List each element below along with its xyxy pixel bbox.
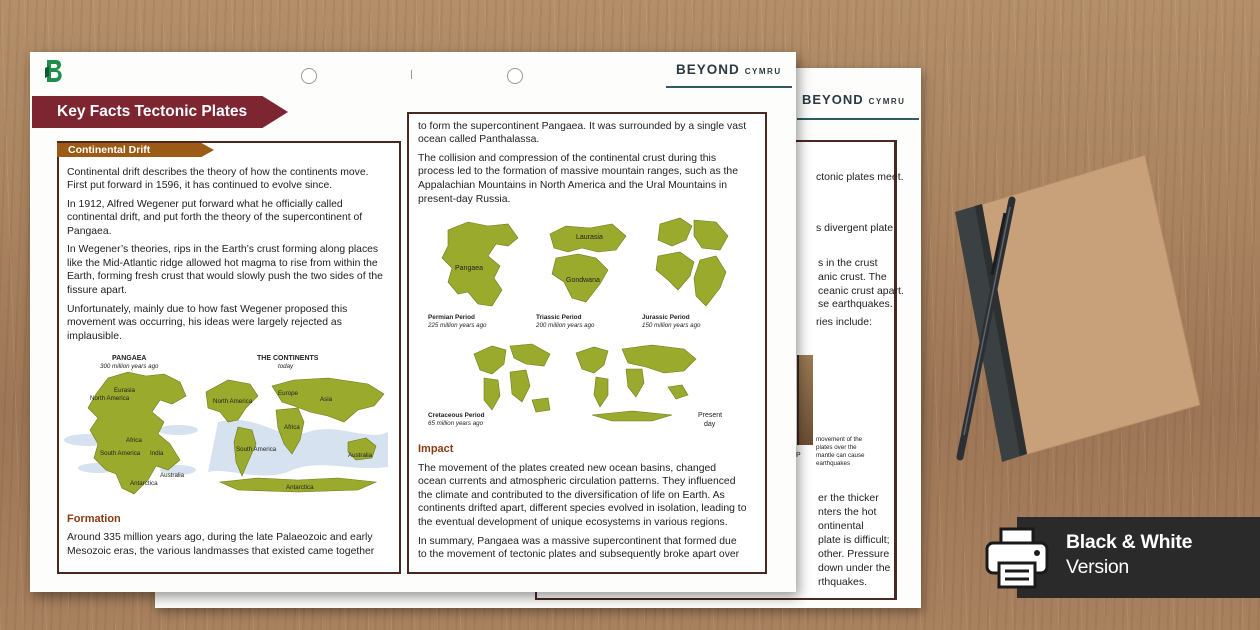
map-label: Pangaea [455,265,484,272]
formation-heading: Formation [67,513,121,525]
brand-b-icon [43,58,65,84]
back-text-line: ries include: [816,316,873,328]
period-name: Triassic Period [536,314,582,321]
paragraph-line: continents drifted apart, different species evolved in isolation, leading to [418,503,747,514]
back-text-line: er the thicker [818,492,879,504]
crust-diagram [797,355,813,445]
back-text-line: ctonic plates meet. [816,171,904,183]
period-name: Permian Period [428,314,475,321]
paragraph-line: Unfortunately, mainly due to how fast Wegener proposed this [67,304,348,315]
back-text-line: rthquakes. [818,576,868,588]
paragraph-line: In summary, Pangaea was a massive supercontinent that formed due [418,536,737,547]
paragraph-line: The movement of the plates created new ocean basins, changed [418,463,717,474]
map-label: Africa [126,437,142,444]
back-brand-logo: BEYOND CYMRU [802,92,906,107]
map-label: Africa [284,424,300,431]
black-white-badge [1017,517,1260,598]
present-day-map [572,343,700,423]
front-brand-logo: BEYOND CYMRU [676,62,782,77]
punch-hole [301,68,317,84]
paragraph-line: Appalachian Mountains in North America and the Ural Mountains in [418,180,728,191]
impact-heading: Impact [418,443,454,455]
period-name: Present [698,412,723,419]
map-label: Asia [320,396,333,403]
badge-title: Black & White [1066,531,1193,553]
back-header-rule [797,118,919,120]
period-age: 65 million years ago [428,420,484,427]
map-label: Gondwana [566,277,600,284]
paragraph-line: like the Mid-Atlantic ridge allowed hot magma to rise from within the [67,258,378,269]
period-age: 150 million years ago [642,322,701,329]
back-text-line: ontinental [818,520,864,532]
front-header-rule [666,86,792,88]
period-name: Cretaceous Period [428,412,485,419]
paragraph-line: implausible. [67,331,122,342]
paragraph-line: Pangaea. [67,226,112,237]
paragraph-line: In Wegener’s theories, rips in the Earth’s crust forming along places [67,244,379,255]
back-text-line: ceanic crust apart. [818,285,904,297]
paragraph-line: First put forward in 1596, it has continued to evolve since. [67,180,333,191]
pangaea-map-title: PANGAEA [112,355,147,362]
back-text-line: s divergent plate [816,222,894,234]
paragraph-line: Continental drift describes the theory of how the continents move. [67,167,369,178]
map-label: Europe [278,390,298,397]
map-label: Australia [160,472,185,479]
paragraph-line: movement was occurring, his ideas were largely rejected as [67,317,342,328]
back-text-line: other. Pressure [818,548,890,560]
map-label: North America [90,395,130,402]
back-text-line: se earthquakes. [818,298,893,310]
map-label: Laurasia [576,234,603,241]
back-text-line: plate is difficult; [818,534,890,546]
diagram-caption-line: mantle can cause [816,452,865,459]
pangaea-map-subtitle: 300 million years ago [100,363,159,370]
period-age: day [704,421,716,428]
fold-mark [411,70,412,79]
diagram-caption-line: plates over the [816,444,857,451]
paragraph-line: fissure apart. [67,285,128,296]
diagram-marker: P [796,452,801,459]
pen [950,195,1030,465]
map-label: Antarctica [286,484,314,491]
paragraph-line: ocean currents and atmospheric circulation patterns. They influenced [418,476,736,487]
paragraph-line: to form the supercontinent Pangaea. It was surrounded by a single vast [418,121,747,132]
map-label: Antarctica [130,480,158,487]
cretaceous-map [470,342,554,416]
map-label: North America [213,398,253,405]
paragraph-line: Earth, forming fresh crust that would slowly push the two sides of the [67,271,383,282]
paragraph-line: ocean called Panthalassa. [418,134,540,145]
map-label: South America [236,446,277,453]
back-text-line: s in the crust [818,257,878,269]
back-text-line: nters the hot [818,506,877,518]
continents-map-title: THE CONTINENTS [257,355,319,362]
section-title: Continental Drift [68,144,151,156]
paragraph-line: Around 335 million years ago, during the late Palaeozoic and early [67,532,373,543]
pen-highlight [964,207,1010,435]
diagram-caption-line: earthquakes [816,460,851,467]
paragraph-line: continental drift, and put forth the theory of the supercontinent of [67,212,363,223]
paragraph-line: In 1912, Alfred Wegener put forward what he officially called [67,199,343,210]
paragraph-line: the eventual development of unique ecosystems in various regions. [418,517,728,528]
map-label: India [150,450,164,457]
punch-hole [507,68,523,84]
period-name: Jurassic Period [642,314,690,321]
map-label: Eurasia [114,387,135,394]
paragraph-line: The collision and compression of the continental crust during this [418,153,717,164]
diagram-caption-line: movement of the [816,436,863,443]
paragraph-line: Mesozoic eras, the various landmasses that existed came together [67,546,375,557]
continents-map-subtitle: today [278,363,294,370]
back-text-line: anic crust. The [818,271,887,283]
paragraph-line: process led to the formation of massive mountain ranges, such as the [418,166,738,177]
paragraph-line: to the movement of tectonic plates and subsequently broke apart over [418,549,740,560]
map-label: Australia [348,452,373,459]
paragraph-line: present-day Russia. [418,194,511,205]
period-age: 200 million years ago [536,322,595,329]
map-label: South America [100,450,141,457]
jurassic-map [650,216,730,310]
period-age: 225 million years ago [428,322,487,329]
badge-subtitle: Version [1066,556,1129,578]
printer-icon [983,525,1051,589]
page-title: Key Facts Tectonic Plates [57,103,248,120]
back-text-line: down under the [818,562,891,574]
paragraph-line: the climate and contributed to the diversification of life on Earth. As [418,490,725,501]
